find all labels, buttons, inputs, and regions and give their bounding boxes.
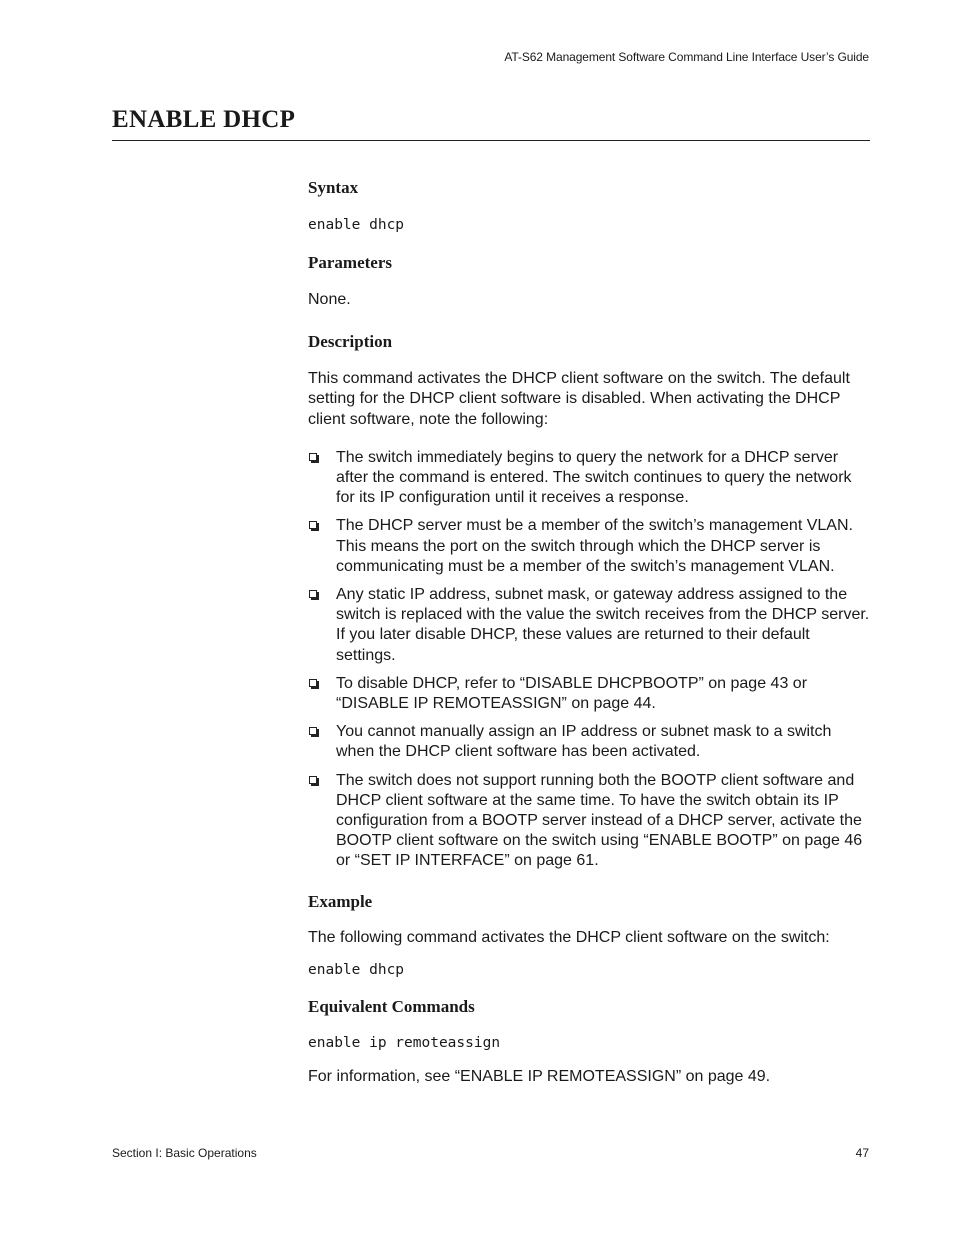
example-text: The following command activates the DHCP client software on the switch:	[308, 928, 830, 946]
syntax-code: enable dhcp	[308, 217, 405, 233]
syntax-heading: Syntax	[308, 178, 359, 197]
equivalent-commands-heading: Equivalent Commands	[308, 996, 475, 1016]
list-item	[308, 674, 870, 714]
footer-page-number: 47	[855, 1146, 869, 1160]
checkbox-bullet-icon	[309, 521, 317, 529]
checkbox-bullet-icon	[309, 776, 317, 784]
title-rule	[112, 140, 870, 141]
description-heading: Description	[308, 332, 393, 352]
checkbox-bullet-icon	[309, 727, 317, 735]
list-item-text: Any static IP address, subnet mask, or gateway address assigned to the switch is replaced with the value the switch receives from the DHCP server. If you later disable DHCP, these values are returned to their default settings.	[336, 586, 870, 664]
main-content	[308, 176, 870, 1087]
parameters-heading: Parameters	[308, 253, 393, 272]
example-code: enable dhcp	[308, 961, 405, 978]
description-intro: This command activates the DHCP client software on the switch. The default setting for the DHCP client software is disabled. When activating the DHCP client software, note the following:	[308, 370, 850, 428]
checkbox-bullet-icon	[309, 679, 317, 687]
page-title: ENABLE DHCP	[112, 106, 296, 133]
list-item-text: The switch immediately begins to query the network for a DHCP server after the command is entered. The switch continues to query the network for its IP configuration until it receives a response.	[336, 448, 852, 507]
running-header: AT-S62 Management Software Command Line Interface User’s Guide	[504, 50, 869, 64]
list-item-text: The switch does not support running both the BOOTP client software and DHCP client software at the same time. To have the switch obtain its IP configuration from a BOOTP server instead of a DHCP server, activate the BOOTP client software on the switch using “ENABLE BOOTP” on page 46 or “SET IP INTERFACE” on page 61.	[336, 771, 863, 870]
list-item-text: To disable DHCP, refer to “DISABLE DHCPBOOTP” on page 43 or “DISABLE IP REMOTEASSIGN” on page 44.	[336, 674, 808, 713]
list-item-text: You cannot manually assign an IP address or subnet mask to a switch when the DHCP client software has been activated.	[336, 723, 832, 761]
footer-section: Section I: Basic Operations	[112, 1146, 257, 1160]
list-item	[308, 722, 870, 762]
list-item-text: The DHCP server must be a member of the switch’s management VLAN. This means the port on the switch through which the DHCP server is communicating must be a member of the switch’s management VLAN.	[336, 517, 853, 575]
equivalent-code: enable ip remoteassign	[308, 1034, 501, 1051]
checkbox-bullet-icon	[309, 590, 317, 598]
list-item	[308, 585, 870, 666]
list-item	[308, 448, 870, 509]
parameters-text: None.	[308, 291, 351, 308]
equivalent-text: For information, see “ENABLE IP REMOTEASSIGN” on page 49.	[308, 1067, 771, 1085]
checkbox-bullet-icon	[309, 453, 317, 461]
example-heading: Example	[308, 891, 373, 911]
list-item	[308, 516, 870, 577]
description-bullet-list	[308, 448, 870, 872]
list-item	[308, 771, 870, 872]
